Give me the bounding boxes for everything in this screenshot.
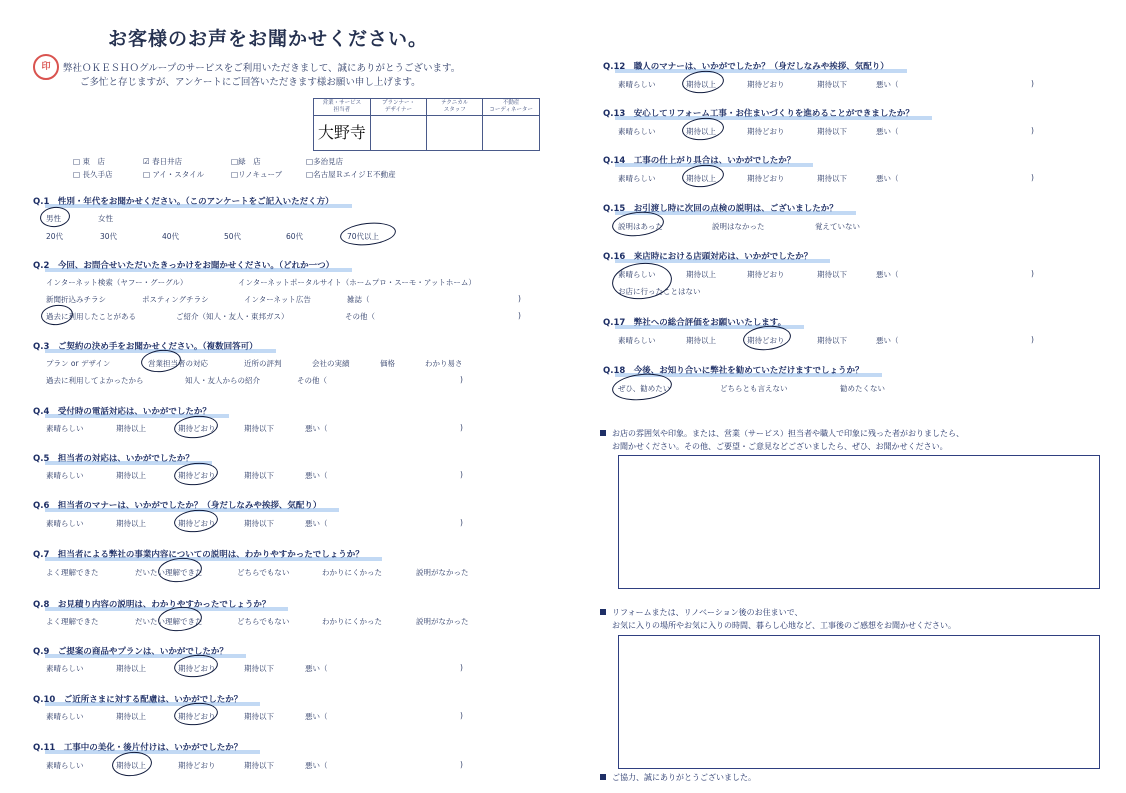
option[interactable]: その他（ [345, 312, 375, 321]
option[interactable]: 40代 [162, 232, 180, 241]
square-bullet-icon [600, 774, 606, 780]
option[interactable]: 説明はなかった [712, 222, 765, 231]
option[interactable]: 期待どおり [178, 471, 216, 480]
question-q2: Q.2 今回、お問合せいただいたきっかけをお聞かせください。（どれか一つ） [33, 259, 334, 271]
store-checkbox[interactable]: □緑 店 [231, 157, 261, 166]
staff-cell-planner[interactable] [370, 116, 426, 151]
option[interactable]: 期待以下 [817, 270, 847, 279]
option[interactable]: 素晴らしい [46, 761, 84, 770]
option[interactable]: 期待以上 [686, 336, 716, 345]
section-aftercare-prompt: リフォームまたは、リノベーション後のお住まいで、 お気に入りの場所やお気に入りの時間、暮らし心地など、工事後のご感想をお聞かせください。 [600, 606, 956, 632]
store-checkbox[interactable]: □多治見店 [306, 157, 344, 166]
option: ) [518, 294, 521, 303]
option: ) [1031, 126, 1034, 135]
impressions-textarea[interactable] [618, 455, 1100, 589]
option[interactable]: 期待以上 [116, 712, 146, 721]
option[interactable]: 過去に利用したことがある [46, 312, 136, 321]
option[interactable]: ぜひ、勧めたい [618, 384, 671, 393]
option[interactable]: 説明がなかった [416, 617, 469, 626]
option[interactable]: 60代 [286, 232, 304, 241]
option[interactable]: 期待以上 [686, 270, 716, 279]
option[interactable]: 素晴らしい [46, 471, 84, 480]
option[interactable]: 悪い（ [876, 127, 899, 136]
option[interactable]: 期待以上 [116, 471, 146, 480]
option: ) [460, 663, 463, 672]
option[interactable]: 悪い（ [305, 471, 328, 480]
option[interactable]: どちらでもない [237, 617, 290, 626]
option[interactable]: ご紹介（知人・友人・東邦ガス） [176, 312, 289, 321]
signature: 大野寺 [317, 123, 366, 143]
question-q5: Q.5 担当者の対応は、いかがでしたか？ [33, 452, 194, 464]
question-q12: Q.12 職人のマナーは、いかがでしたか？（身だしなみや挨拶、気配り） [603, 60, 889, 72]
option[interactable]: わかり易さ [425, 359, 463, 368]
option[interactable]: 素晴らしい [618, 80, 656, 89]
option[interactable]: わかりにくかった [322, 617, 382, 626]
question-q10: Q.10 ご近所さまに対する配慮は、いかがでしたか？ [33, 693, 242, 705]
option[interactable]: 期待どおり [747, 174, 785, 183]
option[interactable]: 20代 [46, 232, 64, 241]
option[interactable]: 女性 [98, 214, 113, 223]
option[interactable]: 期待以上 [686, 174, 716, 183]
question-q16: Q.16 来店時における店頭対応は、いかがでしたか？ [603, 250, 812, 262]
option[interactable]: 70代以上 [347, 232, 380, 241]
answer-circle [39, 205, 71, 228]
question-q7: Q.7 担当者による弊社の事業内容についての説明は、わかりやすかったでしょうか？ [33, 548, 364, 560]
option: ) [460, 760, 463, 769]
option[interactable]: 素晴らしい [46, 712, 84, 721]
aftercare-textarea[interactable] [618, 635, 1100, 769]
option: ) [1031, 335, 1034, 344]
option[interactable]: 素晴らしい [618, 336, 656, 345]
store-checkbox[interactable]: □リノキューブ [231, 170, 283, 179]
option[interactable]: どちらでもない [237, 568, 290, 577]
option[interactable]: 過去に利用してよかったから [46, 376, 144, 385]
question-q3: Q.3 ご契約の決め手をお聞かせください。（複数回答可） [33, 340, 258, 352]
option[interactable]: 価格 [380, 359, 395, 368]
option[interactable]: 悪い（ [876, 270, 899, 279]
option[interactable]: 説明がなかった [416, 568, 469, 577]
option[interactable]: 期待以下 [817, 174, 847, 183]
option[interactable]: 期待以上 [116, 519, 146, 528]
option[interactable]: プラン or デザイン [46, 359, 111, 368]
option[interactable]: 悪い（ [876, 336, 899, 345]
option: ) [1031, 173, 1034, 182]
question-q6: Q.6 担当者のマナーは、いかがでしたか？（身だしなみや挨拶、気配り） [33, 499, 321, 511]
staff-cell-technical[interactable] [427, 116, 483, 151]
option[interactable]: 期待以下 [244, 471, 274, 480]
option[interactable]: 会社の実績 [312, 359, 350, 368]
option[interactable]: 男性 [46, 214, 61, 223]
option[interactable]: 期待どおり [747, 270, 785, 279]
section-impressions-prompt: お店の雰囲気や印象。または、営業（サービス）担当者や職人で印象に残った者がおりましたら、 お聞かせください。その他、ご要望・ご意見などございましたら、ぜひ、お聞かせください。 [600, 427, 964, 453]
option[interactable]: 悪い（ [305, 712, 328, 721]
option[interactable]: 素晴らしい [46, 664, 84, 673]
option: ) [460, 423, 463, 432]
option[interactable]: 説明はあった [618, 222, 663, 231]
question-q4: Q.4 受付時の電話対応は、いかがでしたか？ [33, 405, 211, 417]
option[interactable]: 期待以上 [686, 127, 716, 136]
option[interactable]: 素晴らしい [618, 270, 656, 279]
option[interactable]: インターネットポータルサイト（ホームプロ・スーモ・アットホーム） [238, 278, 476, 287]
square-bullet-icon [600, 430, 606, 436]
option[interactable]: 期待どおり [747, 127, 785, 136]
option[interactable]: その他（ [297, 376, 327, 385]
staff-table [313, 98, 540, 151]
option[interactable]: 悪い（ [305, 519, 328, 528]
option[interactable]: 期待以下 [244, 664, 274, 673]
option[interactable]: インターネット広告 [244, 295, 311, 304]
option[interactable]: 新聞折込みチラシ [46, 295, 106, 304]
question-q15: Q.15 お引渡し時に次回の点検の説明は、ございましたか？ [603, 202, 838, 214]
option: ) [1031, 79, 1034, 88]
question-q17: Q.17 弊社への総合評価をお願いいたします。 [603, 316, 786, 328]
option[interactable]: 悪い（ [876, 174, 899, 183]
option[interactable]: 50代 [224, 232, 242, 241]
option: ) [460, 518, 463, 527]
option[interactable]: よく理解できた [46, 568, 99, 577]
answer-circle [111, 750, 153, 778]
option[interactable]: だいたい理解できた [135, 568, 203, 577]
option[interactable]: 期待どおり [178, 424, 216, 433]
company-seal-icon: 印 [33, 54, 59, 80]
option[interactable]: 期待以下 [244, 519, 274, 528]
option[interactable]: 雑誌（ [347, 295, 370, 304]
question-q14: Q.14 工事の仕上がり具合は、いかがでしたか？ [603, 154, 795, 166]
footer-thanks: ご協力、誠にありがとうございました。 [600, 771, 756, 784]
option[interactable]: 近所の評判 [244, 359, 282, 368]
option[interactable]: ポスティングチラシ [142, 295, 209, 304]
option[interactable]: 期待以上 [116, 761, 146, 770]
option[interactable]: 悪い（ [305, 424, 328, 433]
answer-circle [40, 303, 74, 326]
option[interactable]: 期待以下 [817, 80, 847, 89]
option[interactable]: 期待以下 [244, 712, 274, 721]
option: ) [1031, 269, 1034, 278]
option[interactable]: よく理解できた [46, 617, 99, 626]
page-title: お客様のお声をお聞かせください。 [108, 28, 429, 50]
question-q1: Q.1 性別・年代をお聞かせください。（このアンケートをご記入いただく方） [33, 195, 334, 207]
option[interactable]: 期待以下 [817, 336, 847, 345]
answer-circle [339, 220, 397, 248]
option: ) [518, 311, 521, 320]
option[interactable]: わかりにくかった [322, 568, 382, 577]
option[interactable]: 期待以下 [244, 424, 274, 433]
intro-line-1: 弊社ＯＫＥＳＨＯグループのサービスをご利用いただきまして、誠にありがとうございます。 [63, 63, 461, 74]
question-q9: Q.9 ご提案の商品やプランは、いかがでしたか？ [33, 645, 228, 657]
option[interactable]: 期待以下 [817, 127, 847, 136]
square-bullet-icon [600, 609, 606, 615]
option[interactable]: 期待以下 [244, 761, 274, 770]
option[interactable]: 素晴らしい [618, 127, 656, 136]
staff-cell-realestate[interactable] [483, 116, 540, 151]
option[interactable]: 期待どおり [747, 80, 785, 89]
option[interactable]: 知人・友人からの紹介 [185, 376, 260, 385]
option[interactable]: 悪い（ [305, 761, 328, 770]
option[interactable]: どちらとも言えない [720, 384, 788, 393]
option[interactable]: 期待どおり [178, 664, 216, 673]
intro-line-2: ご多忙と存じますが、アンケートにご回答いただきます様お願い申し上げます。 [80, 77, 421, 88]
option[interactable]: だいたい理解できた [135, 617, 203, 626]
option[interactable]: 期待以上 [116, 424, 146, 433]
staff-header-realestate: 不動産 コーディネーター [483, 99, 540, 116]
option[interactable]: インターネット検索（ヤフー・グーグル） [46, 278, 188, 287]
option[interactable]: 営業担当者の対応 [148, 359, 208, 368]
option[interactable]: 悪い（ [876, 80, 899, 89]
store-checkbox[interactable]: □ 東 店 [73, 157, 105, 166]
option[interactable]: 30代 [100, 232, 118, 241]
question-q13: Q.13 安心してリフォーム工事・お住まいづくりを進めることができましたか？ [603, 107, 914, 119]
option[interactable]: 期待どおり [747, 336, 785, 345]
option[interactable]: 期待以上 [116, 664, 146, 673]
staff-header-technical: テクニカル スタッフ [427, 99, 483, 116]
option[interactable]: 素晴らしい [46, 424, 84, 433]
option[interactable]: 期待どおり [178, 761, 216, 770]
option: ) [460, 711, 463, 720]
staff-cell-sales[interactable] [314, 116, 371, 151]
option[interactable]: 素晴らしい [618, 174, 656, 183]
option[interactable]: お店に行ったことはない [618, 287, 701, 296]
store-checkbox[interactable]: □名古屋ＲエイジＥ不動産 [306, 170, 396, 179]
store-checkbox[interactable]: □ アイ・スタイル [143, 170, 205, 179]
option[interactable]: 期待どおり [178, 712, 216, 721]
question-q8: Q.8 お見積り内容の説明は、わかりやすかったでしょうか？ [33, 598, 270, 610]
option[interactable]: 勧めたくない [840, 384, 885, 393]
store-checkbox[interactable]: ☑ 春日井店 [143, 157, 183, 166]
option[interactable]: 期待どおり [178, 519, 216, 528]
question-q11: Q.11 工事中の美化・後片付けは、いかがでしたか？ [33, 741, 242, 753]
store-checkbox[interactable]: □ 長久手店 [73, 170, 113, 179]
staff-header-sales: 営業・サービス 担当者 [314, 99, 371, 116]
option[interactable]: 覚えていない [815, 222, 860, 231]
option: ) [460, 470, 463, 479]
question-q18: Q.18 今後、お知り合いに弊社を勧めていただけますでしょうか？ [603, 364, 864, 376]
option[interactable]: 悪い（ [305, 664, 328, 673]
staff-header-planner: プランナー・ デザイナー [370, 99, 426, 116]
option: ) [460, 375, 463, 384]
option[interactable]: 期待以上 [686, 80, 716, 89]
option[interactable]: 素晴らしい [46, 519, 84, 528]
